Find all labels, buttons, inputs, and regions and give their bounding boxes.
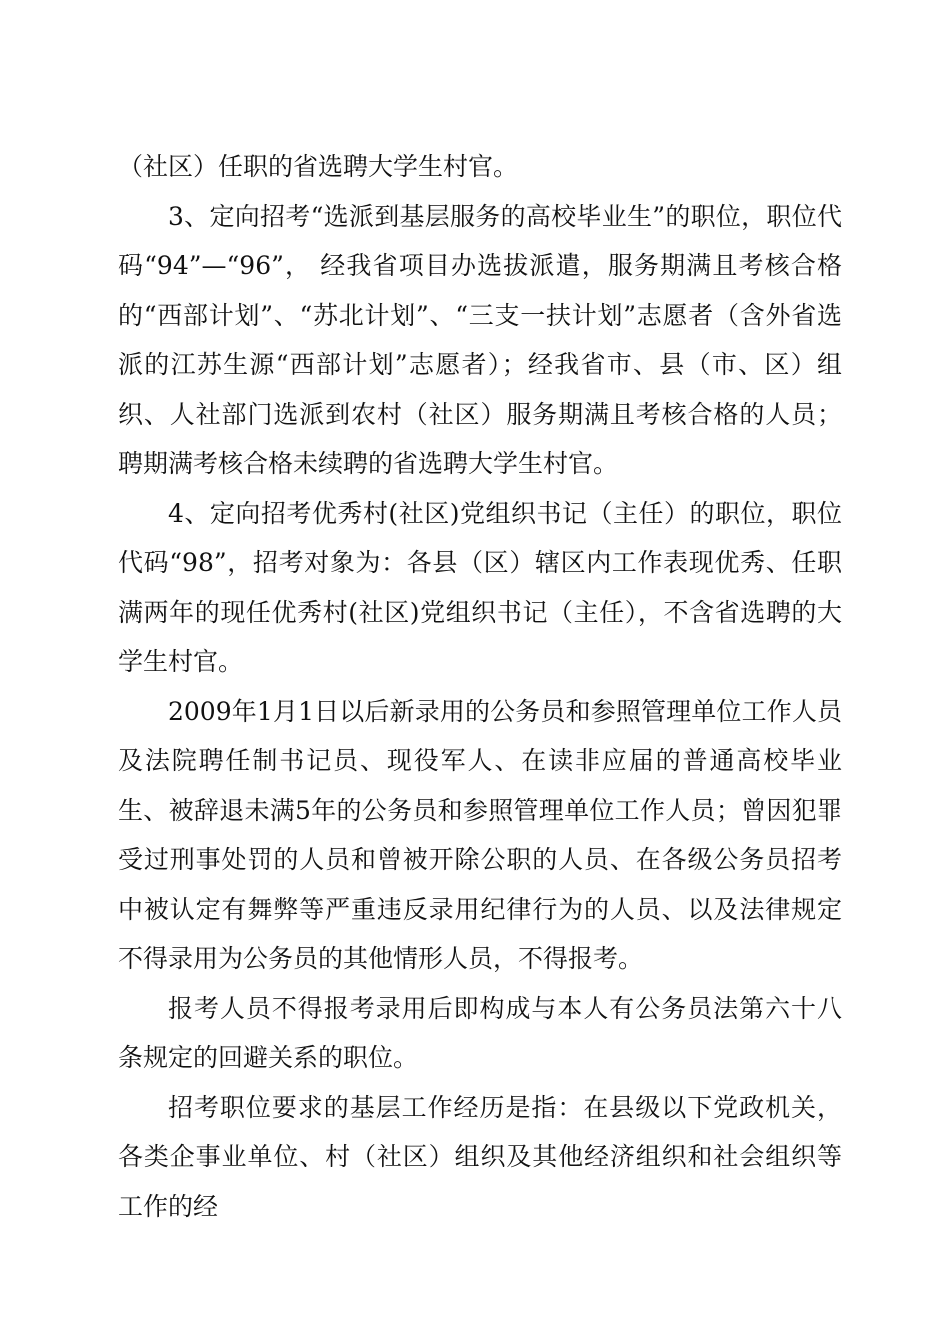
document-body [118, 142, 842, 1231]
paragraph-item-4: 4、定向招考优秀村(社区)党组织书记（主任）的职位，职位代码“98”，招考对象为：各县（区）辖区内工作表现优秀、任职满两年的现任优秀村(社区)党组织书记（主任），不含省选聘的大学生村官。 [118, 498, 842, 676]
paragraph-grassroots-experience: 招考职位要求的基层工作经历是指：在县级以下党政机关，各类企事业单位、村（社区）组织及其他经济组织和社会组织等工作的经 [118, 1092, 842, 1221]
paragraph-restrictions: 2009年1月1日以后新录用的公务员和参照管理单位工作人员及法院聘任制书记员、现役军人、在读非应届的普通高校毕业生、被辞退未满5年的公务员和参照管理单位工作人员；曾因犯罪受过刑事处罚的人员和曾被开除公职的人员、在各级公务员招考中被认定有舞弊等严重违反录用纪律行为的人员、以及法律规定不得录用为公务员的其他情形人员，不得报考。 [118, 696, 842, 973]
paragraph-item-3: 3、定向招考“选派到基层服务的高校毕业生”的职位，职位代码“94”—“96”， 经我省项目办选拔派遣，服务期满且考核合格的“西部计划”、“苏北计划”、“三支一扶计划”志愿者（含外省选派的江苏生源“西部计划”志愿者）；经我省市、县（市、区）组织、人社部门选派到农村（社区）服务期满且考核合格的人员；聘期满考核合格未续聘的省选聘大学生村官。 [118, 201, 842, 478]
paragraph-continuation: （社区）任职的省选聘大学生村官。 [118, 152, 519, 181]
paragraph-avoidance: 报考人员不得报考录用后即构成与本人有公务员法第六十八条规定的回避关系的职位。 [118, 993, 842, 1072]
